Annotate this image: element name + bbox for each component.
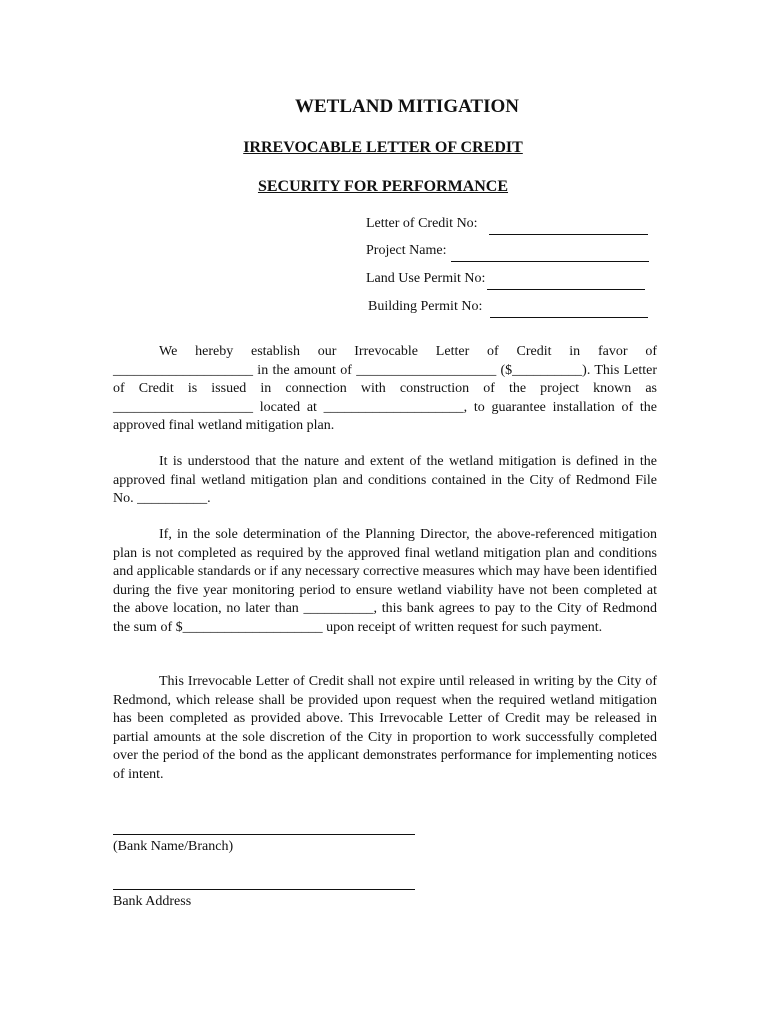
document-subtitle-2: SECURITY FOR PERFORMANCE [257, 178, 509, 195]
paragraph-text: We hereby establish our Irrevocable Letter of Credit in favor of ____________________ in the amount of ____________________ ($__________). This Letter of Credit is issued in connection with construction of the project known as ____________________ located at ____________________, to guarantee installation of the approved final wetland mitigation plan. [113, 344, 657, 434]
paragraph-text: If, in the sole determination of the Planning Director, the above-referenced mitigation plan is not completed as required by the approved final wetland mitigation plan and conditions and applicable standards or if any necessary corrective measures which may have been identified during the five year monitoring period to ensure wetland viability have not been completed at the above location, no later than __________, this bank agrees to pay to the City of Redmond the sum of $____________________ upon receipt of written request for such payment. [113, 527, 657, 635]
field-label: Land Use Permit No: [366, 271, 486, 286]
field-blank-line[interactable] [487, 274, 645, 290]
field-building-permit-no [368, 296, 648, 318]
field-letter-of-credit-no [366, 213, 648, 235]
document-title: WETLAND MITIGATION [295, 96, 519, 117]
paragraph-expiry [113, 673, 657, 785]
document-subtitle: IRREVOCABLE LETTER OF CREDIT [243, 139, 523, 156]
paragraph-determination [113, 526, 657, 638]
paragraph-text: It is understood that the nature and extent of the wetland mitigation is defined in the approved final wetland mitigation plan and conditions contained in the City of Redmond File No. __________. [113, 454, 657, 507]
field-label: Letter of Credit No: [366, 216, 478, 231]
bank-name-signature-line[interactable] [113, 834, 415, 835]
field-land-use-permit-no [366, 268, 645, 290]
field-project-name [366, 240, 649, 262]
field-label: Building Permit No: [368, 299, 483, 314]
paragraph-establish [113, 343, 657, 436]
field-blank-line[interactable] [489, 219, 648, 235]
bank-address-label: Bank Address [113, 894, 192, 909]
field-blank-line[interactable] [490, 302, 648, 318]
field-blank-line[interactable] [451, 246, 649, 262]
bank-address-signature-line[interactable] [113, 889, 415, 890]
field-label: Project Name: [366, 243, 447, 258]
bank-name-label: (Bank Name/Branch) [113, 839, 234, 854]
paragraph-text: This Irrevocable Letter of Credit shall not expire until released in writing by the City of Redmond, which release shall be provided upon request when the required wetland mitigation has been completed as provided above. This Irrevocable Letter of Credit may be released in partial amounts at the sole discretion of the City in proportion to work successfully completed over the period of the bond as the applicant demonstrates performance for implementing notices of intent. [113, 674, 657, 782]
paragraph-understood [113, 453, 657, 509]
